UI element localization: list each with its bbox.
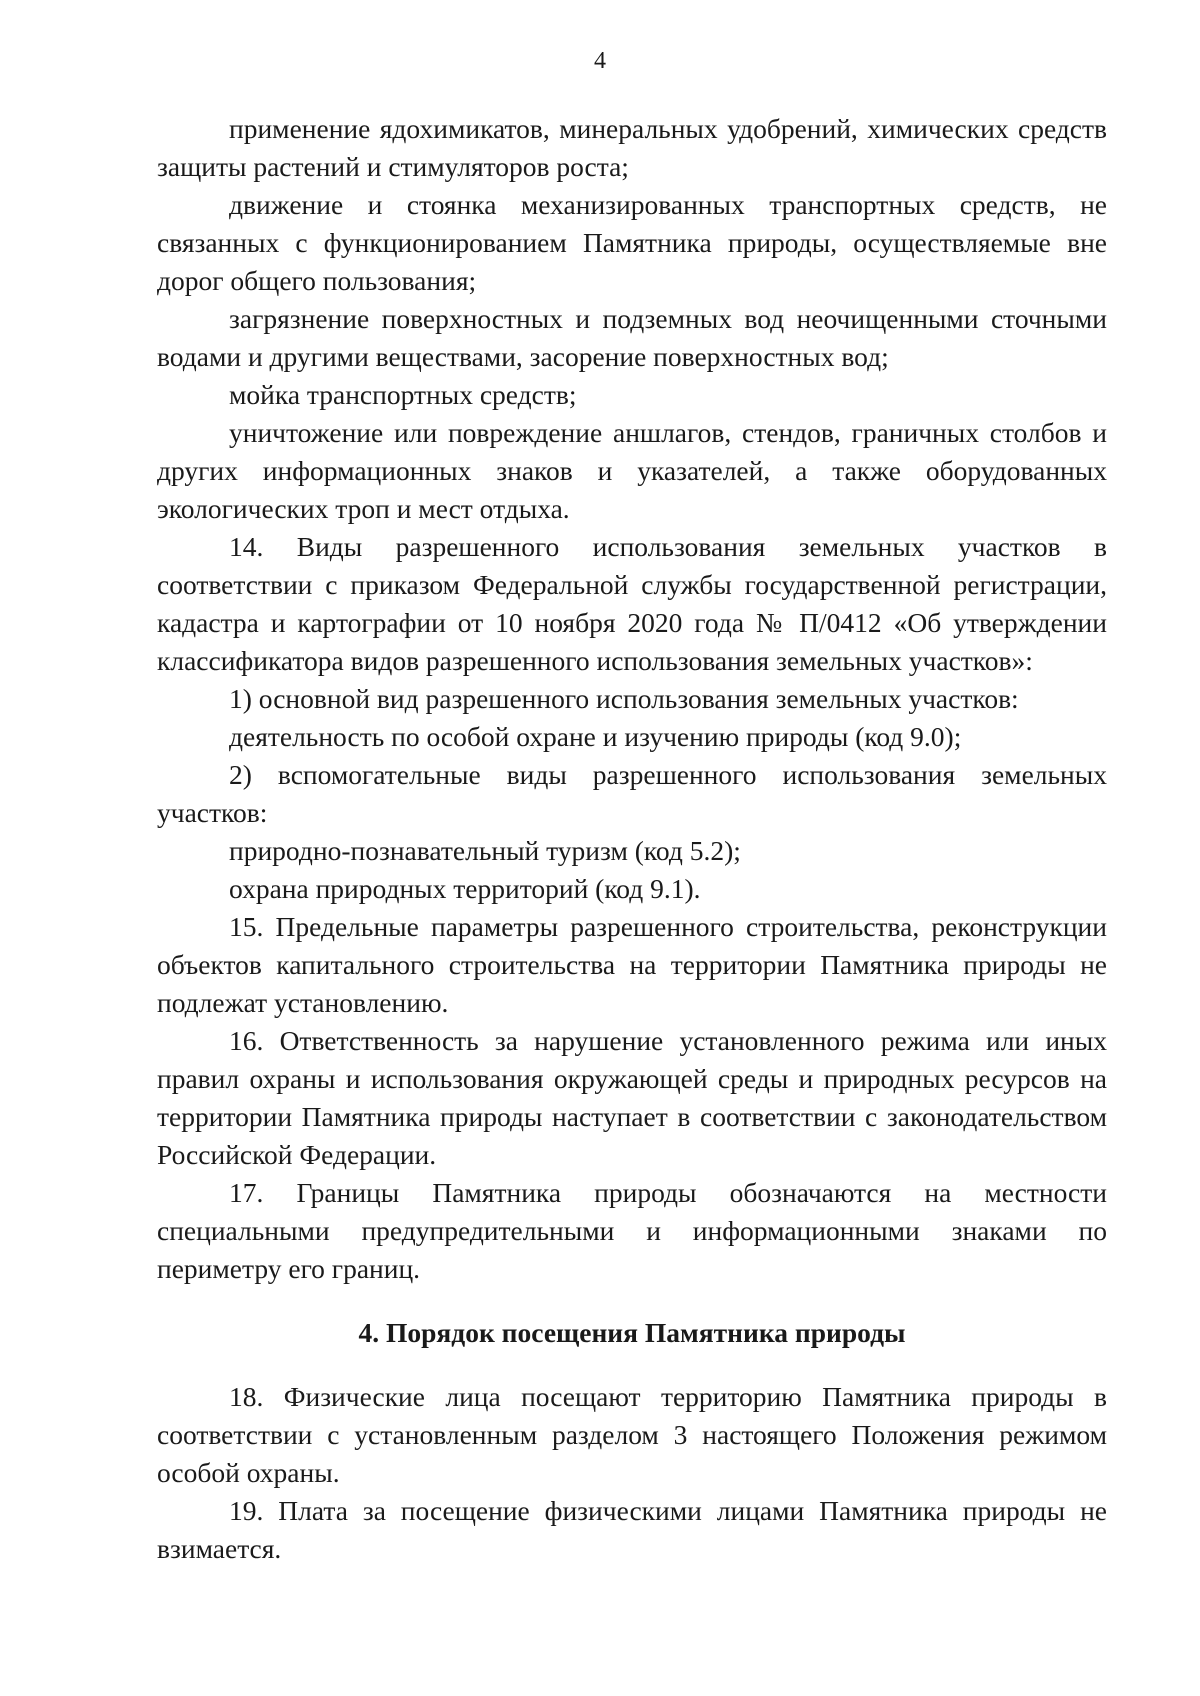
paragraph-vehicle-washing: мойка транспортных средств; xyxy=(229,379,577,410)
paragraph-sign-destruction: уничтожение или повреждение аншлагов, стендов, граничных столбов и других информационных знаков и указателей, а также оборудованных экологических троп и мест отдыха. xyxy=(157,417,1107,524)
page-number: 4 xyxy=(594,48,606,74)
paragraph-water-pollution: загрязнение поверхностных и подземных вод неочищенными сточными водами и другими веществами, засорение поверхностных вод; xyxy=(157,303,1107,372)
paragraph-17-boundaries: 17. Границы Памятника природы обозначаются на местности специальными предупредительными и информационными знаками по периметру его границ. xyxy=(157,1177,1107,1284)
paragraph-vehicle-movement: движение и стоянка механизированных транспортных средств, не связанных с функционированием Памятника природы, осуществляемые вне дорог общего пользования; xyxy=(157,189,1107,296)
paragraph-18-visits: 18. Физические лица посещают территорию Памятника природы в соответствии с установленным разделом 3 настоящего Положения режимом особой охраны. xyxy=(157,1381,1107,1488)
document-body xyxy=(157,110,1107,1568)
paragraph-code-9-1: охрана природных территорий (код 9.1). xyxy=(229,873,701,904)
paragraph-16-responsibility: 16. Ответственность за нарушение установленного режима или иных правил охраны и использования окружающей среды и природных ресурсов на территории Памятника природы наступает в соответствии с законодательством Российской Федерации. xyxy=(157,1025,1107,1170)
paragraph-code-5-2: природно-познавательный туризм (код 5.2); xyxy=(229,835,741,866)
paragraph-auxiliary-use: 2) вспомогательные виды разрешенного использования земельных участков: xyxy=(157,759,1107,828)
paragraph-code-9-0: деятельность по особой охране и изучению природы (код 9.0); xyxy=(229,721,962,752)
section-heading: 4. Порядок посещения Памятника природы xyxy=(358,1317,906,1348)
paragraph-14-land-use: 14. Виды разрешенного использования земельных участков в соответствии с приказом Федеральной службы государственной регистрации, кадастра и картографии от 10 ноября 2020 года № П/0412 «Об утверждении классификатора видов разрешенного использования земельных участков»: xyxy=(157,531,1107,676)
paragraph-15-limits: 15. Предельные параметры разрешенного строительства, реконструкции объектов капитального строительства на территории Памятника природы не подлежат установлению. xyxy=(157,911,1107,1018)
paragraph-main-use: 1) основной вид разрешенного использования земельных участков: xyxy=(229,683,1019,714)
paragraph-19-fee: 19. Плата за посещение физическими лицами Памятника природы не взимается. xyxy=(157,1495,1107,1564)
paragraph-pesticides: применение ядохимикатов, минеральных удобрений, химических средств защиты растений и стимуляторов роста; xyxy=(157,113,1107,182)
